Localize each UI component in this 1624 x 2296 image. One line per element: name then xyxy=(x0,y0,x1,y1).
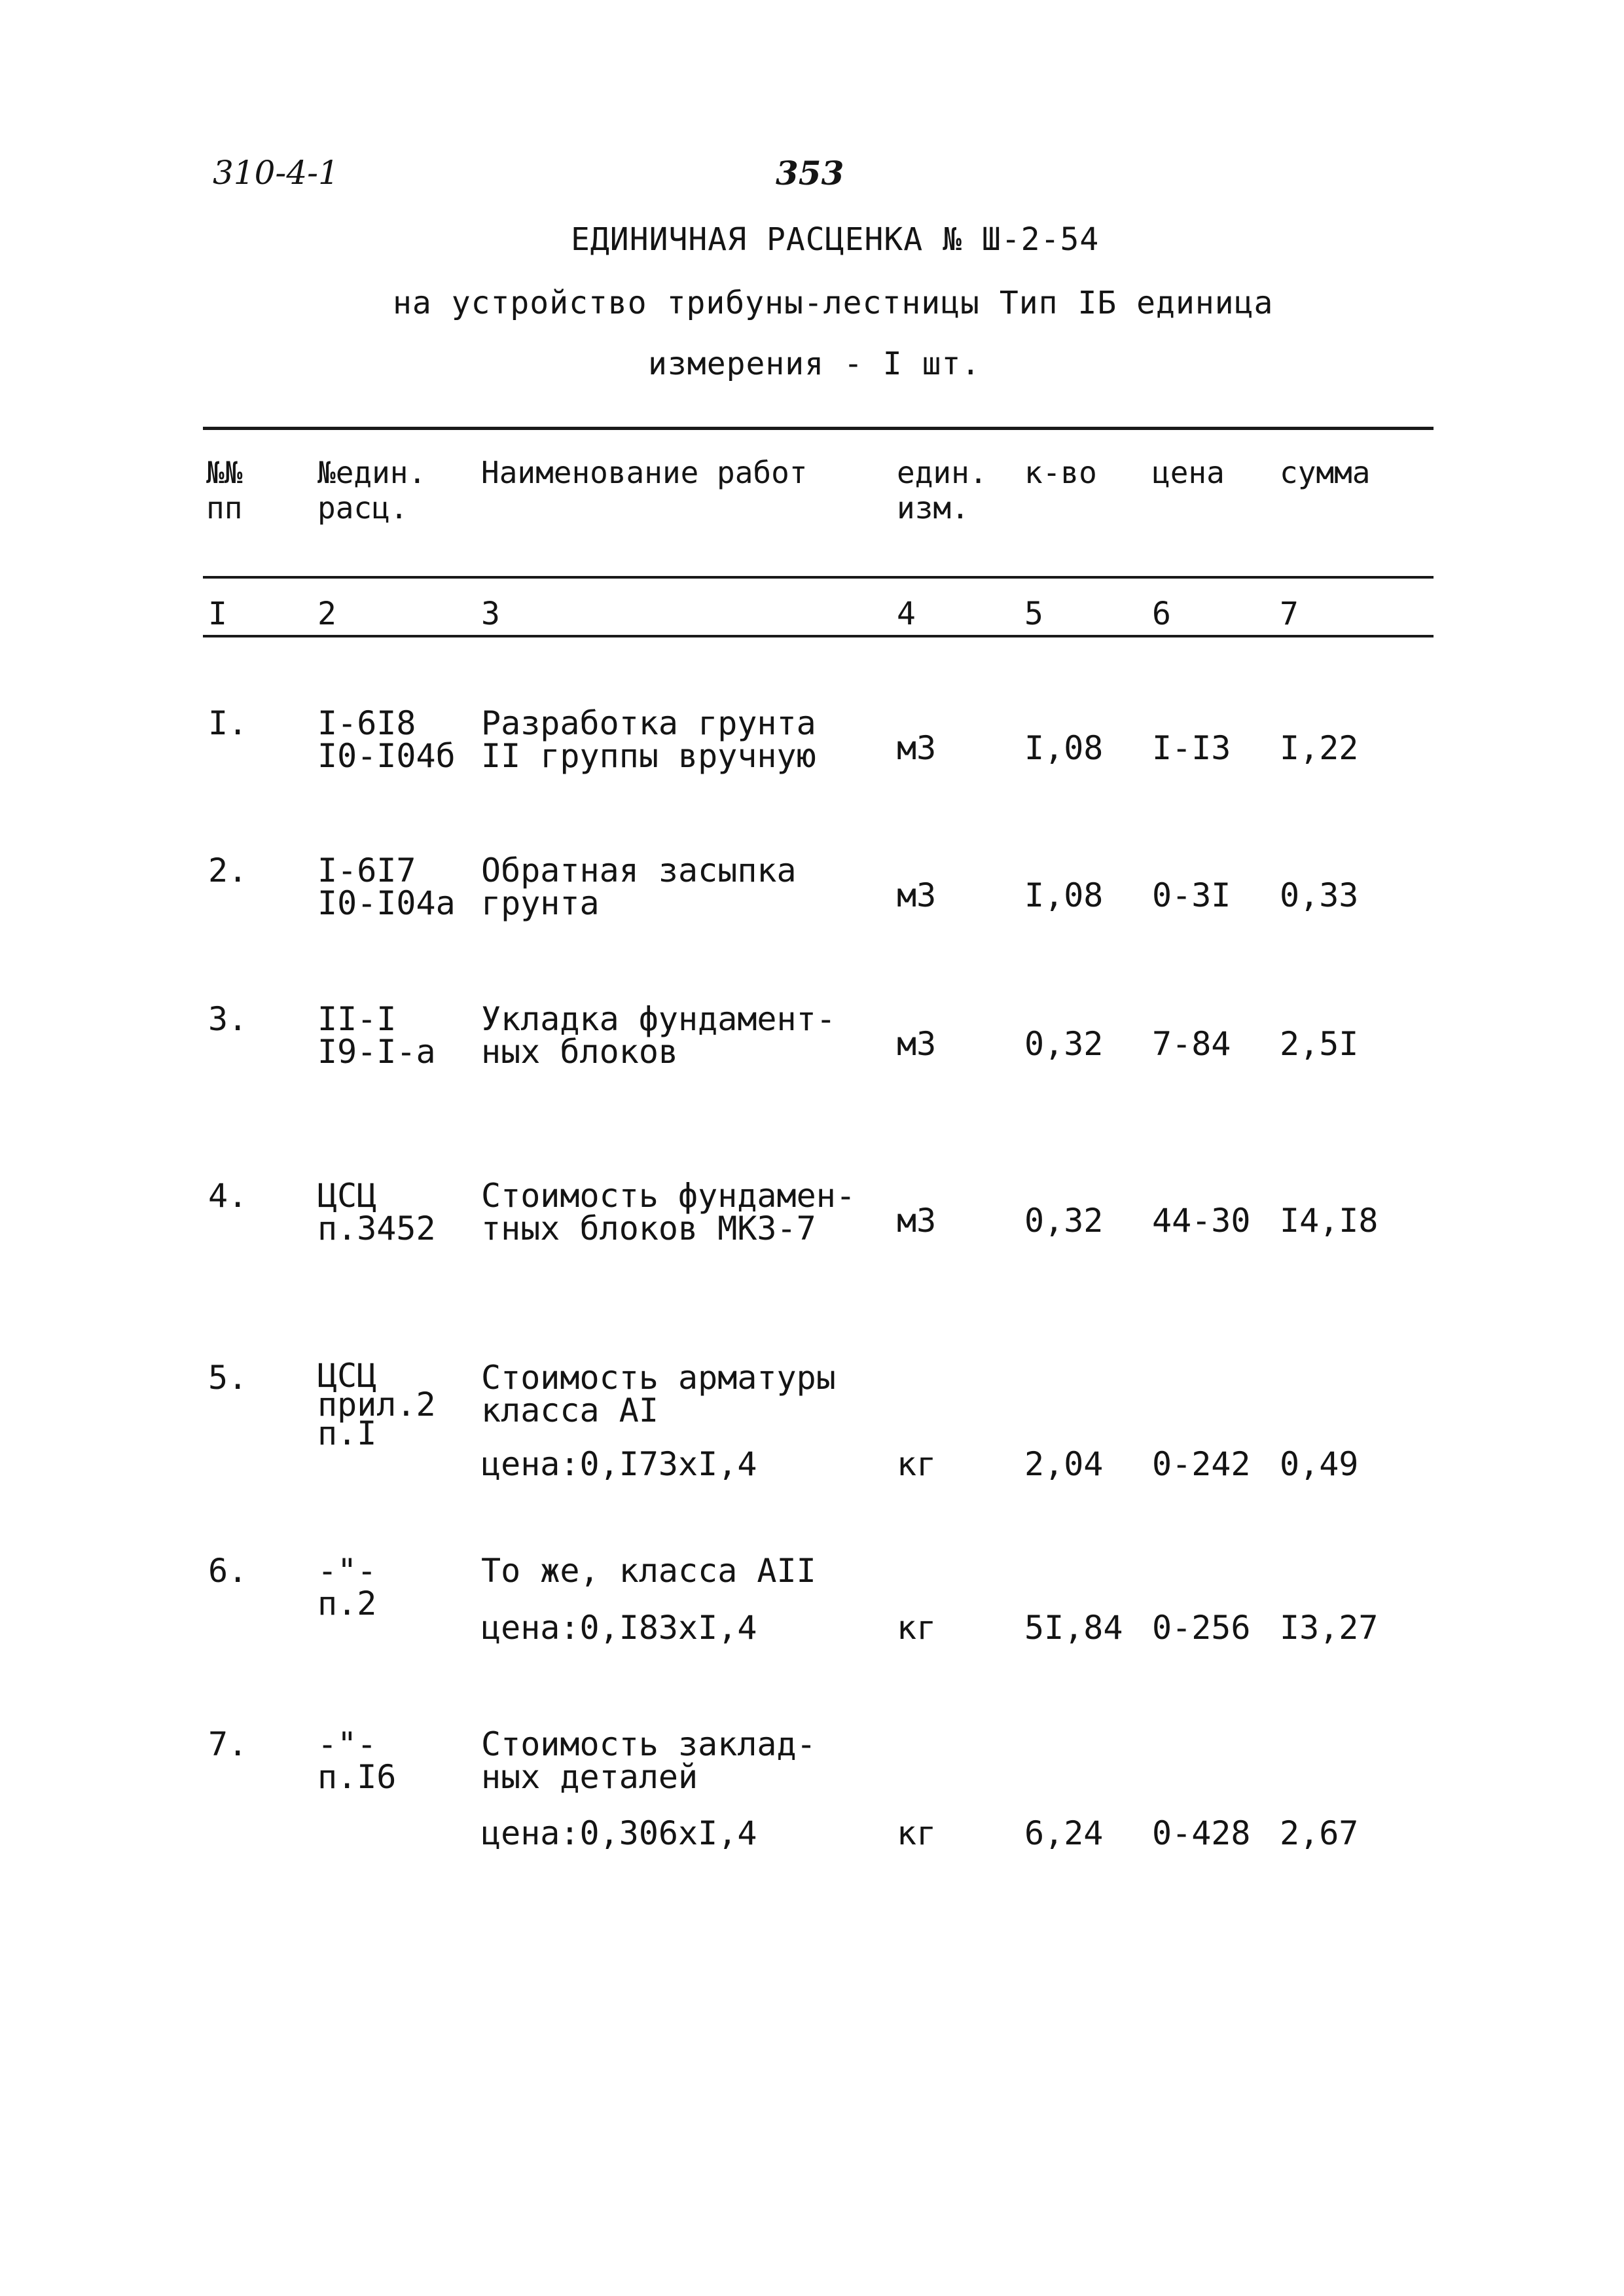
price-calculation: цена:0,I83хI,4 xyxy=(481,1609,757,1647)
rate-code: -"- п.2 xyxy=(317,1552,377,1623)
work-name: Стоимость фундамен- тных блоков МКЗ-7 xyxy=(481,1177,856,1247)
price: 0-256 xyxy=(1152,1609,1251,1647)
column-header-price: цена xyxy=(1152,455,1225,490)
row-number: 7. xyxy=(208,1725,248,1763)
unit: кг xyxy=(897,1814,937,1852)
price: 44-30 xyxy=(1152,1202,1251,1240)
rate-code: II-I I9-I-а xyxy=(317,1000,436,1071)
work-name: Стоимость заклад- ных деталей xyxy=(481,1725,816,1796)
price: I-I3 xyxy=(1152,729,1231,767)
measurement-unit-line: измерения - I шт. xyxy=(648,346,981,382)
price: 0-3I xyxy=(1152,876,1231,914)
row-number: 6. xyxy=(208,1552,248,1590)
sum: I,22 xyxy=(1280,729,1359,767)
column-header-name: Наименование работ xyxy=(481,455,808,490)
column-header-sum: сумма xyxy=(1280,455,1371,490)
table-top-rule xyxy=(203,427,1434,430)
work-name: То же, класса АII xyxy=(481,1552,816,1590)
rate-code: ЦСЦ п.3452 xyxy=(317,1177,436,1247)
rate-code: I-6I8 I0-I04б xyxy=(317,704,456,775)
unit: м3 xyxy=(897,1025,937,1063)
row-number: I. xyxy=(208,704,248,742)
rate-code: ЦСЦ прил.2 п.I xyxy=(317,1357,436,1452)
work-name: Разработка грунта II группы вручную xyxy=(481,704,816,775)
column-header-num: №№ пп xyxy=(206,455,243,526)
sum: I3,27 xyxy=(1280,1609,1379,1647)
quantity: 2,04 xyxy=(1024,1445,1104,1483)
work-name: Стоимость арматуры класса АI xyxy=(481,1359,836,1429)
column-header-unit: един. изм. xyxy=(897,455,988,526)
sum: 2,5I xyxy=(1280,1025,1359,1063)
column-index-2: 2 xyxy=(317,596,336,632)
quantity: I,08 xyxy=(1024,729,1104,767)
price-calculation: цена:0,I73хI,4 xyxy=(481,1445,757,1483)
work-name: Укладка фундамент- ных блоков xyxy=(481,1000,836,1071)
quantity: 0,32 xyxy=(1024,1025,1104,1063)
column-header-qty: к-во xyxy=(1024,455,1097,490)
document-subtitle: на устройство трибуны-лестницы Тип IБ единица xyxy=(393,285,1274,321)
unit: м3 xyxy=(897,876,937,914)
column-index-4: 4 xyxy=(897,596,916,632)
column-index-3: 3 xyxy=(481,596,500,632)
unit: м3 xyxy=(897,729,937,767)
sum: 0,33 xyxy=(1280,876,1359,914)
column-header-code: №един. расц. xyxy=(317,455,427,526)
quantity: 6,24 xyxy=(1024,1814,1104,1852)
sum: I4,I8 xyxy=(1280,1202,1379,1240)
sum: 2,67 xyxy=(1280,1814,1359,1852)
unit: кг xyxy=(897,1609,937,1647)
rate-code: -"- п.I6 xyxy=(317,1725,397,1796)
rate-code: I-6I7 I0-I04а xyxy=(317,852,456,922)
column-index-6: 6 xyxy=(1152,596,1171,632)
quantity: I,08 xyxy=(1024,876,1104,914)
unit: м3 xyxy=(897,1202,937,1240)
document-code: 310-4-1 xyxy=(213,154,339,192)
sum: 0,49 xyxy=(1280,1445,1359,1483)
unit: кг xyxy=(897,1445,937,1483)
price: 7-84 xyxy=(1152,1025,1231,1063)
row-number: 3. xyxy=(208,1000,248,1038)
document-title: ЕДИНИЧНАЯ РАСЦЕНКА № Ш-2-54 xyxy=(571,221,1100,258)
column-index-5: 5 xyxy=(1024,596,1043,632)
column-index-7: 7 xyxy=(1280,596,1299,632)
quantity: 0,32 xyxy=(1024,1202,1104,1240)
price-calculation: цена:0,306хI,4 xyxy=(481,1814,757,1852)
row-number: 4. xyxy=(208,1177,248,1215)
work-name: Обратная засыпка грунта xyxy=(481,852,797,922)
row-number: 2. xyxy=(208,852,248,889)
page-number: 353 xyxy=(776,154,844,192)
price: 0-428 xyxy=(1152,1814,1251,1852)
column-index-rule xyxy=(203,635,1434,637)
header-bottom-rule xyxy=(203,576,1434,579)
price: 0-242 xyxy=(1152,1445,1251,1483)
column-index-1: I xyxy=(208,596,227,632)
row-number: 5. xyxy=(208,1359,248,1397)
quantity: 5I,84 xyxy=(1024,1609,1123,1647)
